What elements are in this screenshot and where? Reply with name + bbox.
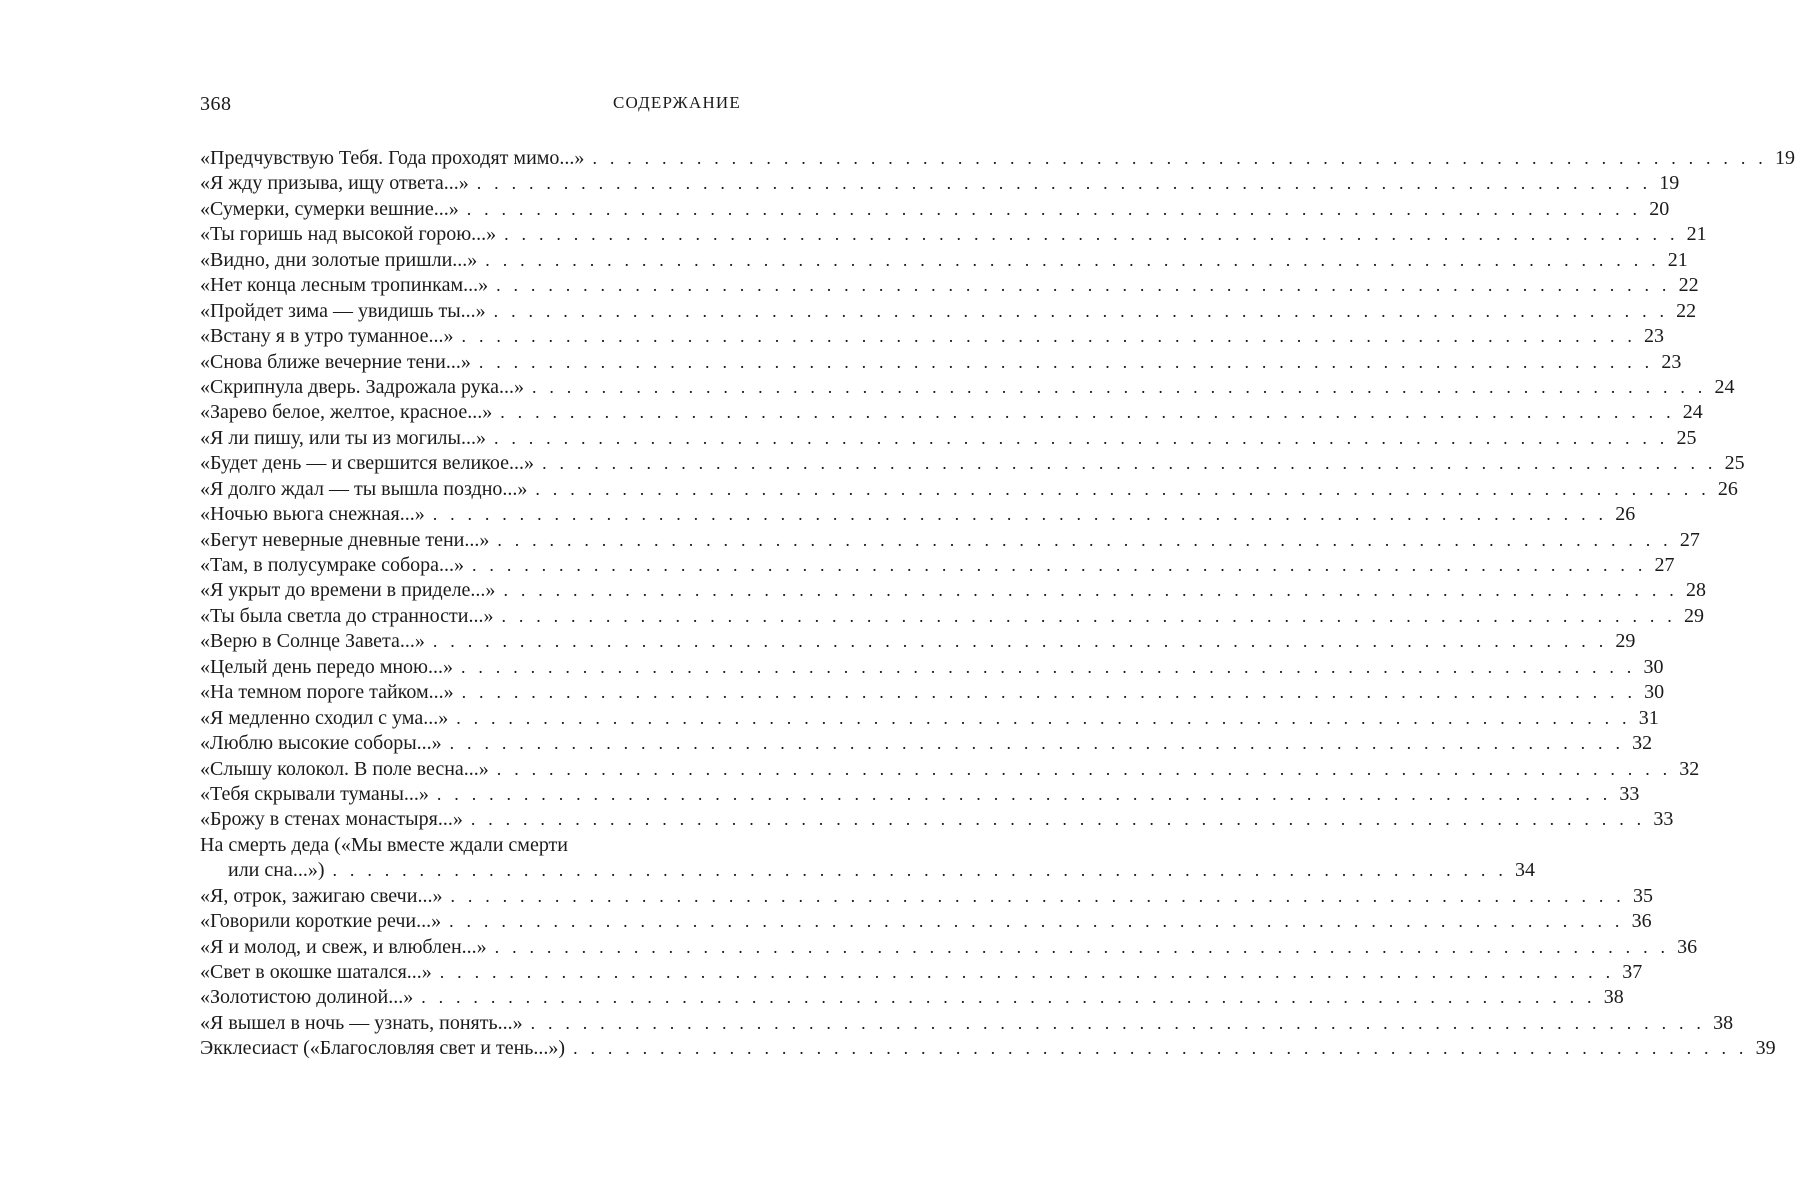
dot-leader: . . . . . . . . . . . . . . . . . . . . . . . . . . . . . . . . . . . . . . . . . . . . . . . . . . . . . . . . . . . . . . . . . . . . bbox=[436, 783, 1612, 804]
toc-entry-title: «Предчувствую Тебя. Года проходят мимо...» bbox=[200, 147, 585, 169]
toc-entry-title: «Там, в полусумраке собора...» bbox=[200, 554, 465, 576]
toc-entry bbox=[200, 731, 1653, 756]
dot-leader: . . . . . . . . . . . . . . . . . . . . . . . . . . . . . . . . . . . . . . . . . . . . . . . . . . . . . . . . . . . . . . . . . . . . bbox=[449, 733, 1625, 754]
toc-entry bbox=[200, 909, 1652, 934]
dot-leader: . . . . . . . . . . . . . . . . . . . . . . . . . . . . . . . . . . . . . . . . . . . . . . . . . . . . . . . . . . . . . . . . . . . . bbox=[450, 885, 1625, 906]
dot-leader: . . . . . . . . . . . . . . . . . . . . . . . . . . . . . . . . . . . . . . . . . . . . . . . . . . . . . . . . . . . . . . . . . . . . bbox=[476, 173, 1652, 194]
dot-leader: . . . . . . . . . . . . . . . . . . . . . . . . . . . . . . . . . . . . . . . . . . . . . . . . . . . . . . . . . . . . . . . . . . . . bbox=[466, 198, 1642, 219]
dot-leader: . . . . . . . . . . . . . . . . . . . . . . . . . . . . . . . . . . . . . . . . . . . . . . . . . . . . . . . . . . . . . . . . . . . . bbox=[470, 809, 1646, 830]
toc-entry-page: 21 bbox=[1667, 248, 1688, 271]
dot-leader: . . . . . . . . . . . . . . . . . . . . . . . . . . . . . . . . . . . . . . . . . . . . . . . . . . . . . . . . . . . . . . . . . . . . bbox=[472, 555, 1647, 575]
toc-entry-page: 31 bbox=[1638, 706, 1659, 729]
toc-entry-page: 33 bbox=[1653, 808, 1674, 831]
toc-entry bbox=[200, 960, 1643, 985]
toc-entry-title: «Я и молод, и свеж, и влюблен...» bbox=[200, 935, 487, 958]
toc-entry bbox=[200, 350, 1682, 375]
toc-entry-page: 29 bbox=[1683, 604, 1704, 627]
toc-entry-title: «Говорили короткие речи...» bbox=[200, 910, 442, 933]
toc-entry-page: 20 bbox=[1649, 197, 1670, 220]
toc-entry bbox=[200, 655, 1664, 680]
dot-leader: . . . . . . . . . . . . . . . . . . . . . . . . . . . . . . . . . . . . . . . . . . . . . . . . . . . . . . . . . . . . . . . . . . . . bbox=[332, 860, 1508, 881]
toc-entry-page: 38 bbox=[1713, 1011, 1734, 1034]
toc-entry-title: «Я жду призыва, ищу ответа...» bbox=[200, 172, 469, 195]
toc-entry bbox=[200, 222, 1707, 247]
toc-entry-page: 34 bbox=[1515, 859, 1536, 882]
toc-entry-page: 30 bbox=[1643, 655, 1664, 678]
dot-leader: . . . . . . . . . . . . . . . . . . . . . . . . . . . . . . . . . . . . . . . . . . . . . . . . . . . . . . . . . . . . . . . . . . . . bbox=[530, 1012, 1706, 1033]
dot-leader: . . . . . . . . . . . . . . . . . . . . . . . . . . . . . . . . . . . . . . . . . . . . . . . . . . . . . . . . . . . . . . . . . . . . bbox=[461, 656, 1636, 677]
toc-entry-title: «Я медленно сходил с ума...» bbox=[200, 706, 449, 729]
toc-entry-title: «Золотистою долиной...» bbox=[200, 986, 414, 1009]
toc-entry-page: 25 bbox=[1676, 426, 1697, 449]
toc-entry-title: «Снова ближе вечерние тени...» bbox=[200, 350, 471, 373]
toc-entry bbox=[200, 248, 1688, 273]
toc-entry-title: «Ты горишь над высокой горою...» bbox=[200, 223, 497, 246]
toc-entry-title: «Нет конца лесным тропинкам...» bbox=[200, 274, 489, 297]
dot-leader: . . . . . . . . . . . . . . . . . . . . . . . . . . . . . . . . . . . . . . . . . . . . . . . . . . . . . . . . . . . . . . . . . . . . bbox=[531, 376, 1707, 397]
dot-leader: . . . . . . . . . . . . . . . . . . . . . . . . . . . . . . . . . . . . . . . . . . . . . . . . . . . . . . . . . . . . . . . . . . . . bbox=[535, 478, 1710, 499]
toc-entry-page: 32 bbox=[1679, 757, 1700, 780]
toc-entry bbox=[200, 706, 1659, 731]
toc-entry-page: 35 bbox=[1632, 884, 1653, 907]
toc-entry-page: 25 bbox=[1724, 452, 1745, 475]
toc-entry-title: «Свет в окошке шатался...» bbox=[200, 961, 432, 984]
toc-entry bbox=[200, 375, 1735, 400]
dot-leader: . . . . . . . . . . . . . . . . . . . . . . . . . . . . . . . . . . . . . . . . . . . . . . . . . . . . . . . . . . . . . . . . . . . . bbox=[496, 275, 1671, 296]
dot-leader: . . . . . . . . . . . . . . . . . . . . . . . . . . . . . . . . . . . . . . . . . . . . . . . . . . . . . . . . . . . . . . . . . . . . bbox=[500, 402, 1675, 423]
toc-entry-page: 21 bbox=[1686, 223, 1707, 246]
toc-entry-page: 36 bbox=[1677, 935, 1698, 958]
toc-entry-title: «Бегут неверные дневные тени...» bbox=[200, 528, 490, 551]
table-of-contents bbox=[200, 146, 1795, 1062]
toc-entry-title-continuation: или сна...») bbox=[228, 859, 325, 882]
toc-entry bbox=[200, 1011, 1734, 1036]
toc-entry-title: «Скрипнула дверь. Задрожала рука...» bbox=[200, 375, 524, 398]
toc-entry-page: 39 bbox=[1755, 1037, 1776, 1060]
dot-leader: . . . . . . . . . . . . . . . . . . . . . . . . . . . . . . . . . . . . . . . . . . . . . . . . . . . . . . . . . . . . . . . . . . . . bbox=[592, 148, 1767, 168]
dot-leader: . . . . . . . . . . . . . . . . . . . . . . . . . . . . . . . . . . . . . . . . . . . . . . . . . . . . . . . . . . . . . . . . . . . . bbox=[485, 249, 1660, 270]
toc-entry-title: «Я долго ждал — ты вышла поздно...» bbox=[200, 477, 528, 500]
toc-entry-page: 27 bbox=[1654, 554, 1675, 576]
toc-entry-title: «Я ли пишу, или ты из могилы...» bbox=[200, 426, 486, 449]
toc-entry bbox=[200, 299, 1697, 324]
toc-entry-page: 24 bbox=[1714, 375, 1735, 398]
toc-entry-title: «Брожу в стенах монастыря...» bbox=[200, 808, 463, 831]
toc-entry bbox=[200, 935, 1698, 960]
toc-entry-title: Экклесиаст («Благословляя свет и тень...») bbox=[200, 1037, 566, 1060]
toc-entry-page: 37 bbox=[1622, 961, 1643, 984]
toc-entry-page: 24 bbox=[1682, 401, 1703, 424]
toc-entry-page: 23 bbox=[1661, 350, 1682, 373]
toc-entry bbox=[200, 1036, 1776, 1061]
toc-entry-page: 32 bbox=[1632, 732, 1653, 755]
toc-entry bbox=[200, 553, 1675, 578]
running-head: СОДЕРЖАНИЕ bbox=[612, 93, 741, 112]
toc-entry bbox=[200, 757, 1700, 782]
toc-entry bbox=[200, 273, 1699, 298]
toc-entry-page: 26 bbox=[1615, 503, 1636, 526]
toc-entry-title: «Сумерки, сумерки вешние...» bbox=[200, 197, 459, 220]
toc-entry-page: 27 bbox=[1679, 528, 1700, 551]
toc-entry-page: 23 bbox=[1644, 325, 1665, 348]
toc-entry bbox=[200, 324, 1665, 349]
toc-entry bbox=[200, 502, 1636, 527]
toc-entry bbox=[200, 400, 1703, 425]
toc-entry-title: «Зарево белое, желтое, красное...» bbox=[200, 401, 493, 424]
dot-leader: . . . . . . . . . . . . . . . . . . . . . . . . . . . . . . . . . . . . . . . . . . . . . . . . . . . . . . . . . . . . . . . . . . . . bbox=[496, 758, 1672, 779]
toc-entry-title: «Я вышел в ночь — узнать, понять...» bbox=[200, 1011, 523, 1034]
dot-leader: . . . . . . . . . . . . . . . . . . . . . . . . . . . . . . . . . . . . . . . . . . . . . . . . . . . . . . . . . . . . . . . . . . . . bbox=[432, 631, 1608, 652]
toc-entry bbox=[200, 884, 1653, 909]
toc-entry-title: «Видно, дни золотые пришли...» bbox=[200, 248, 478, 271]
toc-entry-title: На смерть деда («Мы вместе ждали смерти bbox=[200, 833, 568, 856]
toc-entry bbox=[200, 146, 1795, 171]
toc-entry bbox=[200, 477, 1738, 502]
toc-entry-title: «Я укрыт до времени в приделе...» bbox=[200, 579, 496, 602]
toc-entry-page: 22 bbox=[1676, 299, 1697, 322]
dot-leader: . . . . . . . . . . . . . . . . . . . . . . . . . . . . . . . . . . . . . . . . . . . . . . . . . . . . . . . . . . . . . . . . . . . . bbox=[504, 224, 1679, 245]
dot-leader: . . . . . . . . . . . . . . . . . . . . . . . . . . . . . . . . . . . . . . . . . . . . . . . . . . . . . . . . . . . . . . . . . . . . bbox=[494, 936, 1670, 957]
toc-entry bbox=[200, 782, 1640, 807]
toc-entry bbox=[200, 528, 1700, 553]
toc-entry bbox=[200, 629, 1636, 654]
dot-leader: . . . . . . . . . . . . . . . . . . . . . . . . . . . . . . . . . . . . . . . . . . . . . . . . . . . . . . . . . . . . . . . . . . . . bbox=[497, 529, 1672, 550]
dot-leader: . . . . . . . . . . . . . . . . . . . . . . . . . . . . . . . . . . . . . . . . . . . . . . . . . . . . . . . . . . . . . . . . . . . . bbox=[478, 351, 1654, 372]
dot-leader: . . . . . . . . . . . . . . . . . . . . . . . . . . . . . . . . . . . . . . . . . . . . . . . . . . . . . . . . . . . . . . . . . . . . bbox=[573, 1038, 1748, 1059]
toc-entry-title: «На темном пороге тайком...» bbox=[200, 681, 454, 704]
toc-entry-title: «Я, отрок, зажигаю свечи...» bbox=[200, 884, 443, 907]
toc-entry bbox=[200, 604, 1704, 629]
toc-entry bbox=[200, 985, 1624, 1010]
page-number: 368 bbox=[200, 93, 232, 115]
dot-leader: . . . . . . . . . . . . . . . . . . . . . . . . . . . . . . . . . . . . . . . . . . . . . . . . . . . . . . . . . . . . . . . . . . . . bbox=[461, 326, 1637, 347]
dot-leader: . . . . . . . . . . . . . . . . . . . . . . . . . . . . . . . . . . . . . . . . . . . . . . . . . . . . . . . . . . . . . . . . . . . . bbox=[432, 504, 1608, 525]
dot-leader: . . . . . . . . . . . . . . . . . . . . . . . . . . . . . . . . . . . . . . . . . . . . . . . . . . . . . . . . . . . . . . . . . . . . bbox=[456, 707, 1631, 728]
toc-entry bbox=[200, 680, 1665, 705]
dot-leader: . . . . . . . . . . . . . . . . . . . . . . . . . . . . . . . . . . . . . . . . . . . . . . . . . . . . . . . . . . . . . . . . . . . . bbox=[542, 453, 1717, 474]
toc-entry-title: «Люблю высокие соборы...» bbox=[200, 732, 442, 755]
toc-entry-page: 36 bbox=[1631, 910, 1652, 933]
toc-entry bbox=[200, 197, 1670, 222]
dot-leader: . . . . . . . . . . . . . . . . . . . . . . . . . . . . . . . . . . . . . . . . . . . . . . . . . . . . . . . . . . . . . . . . . . . . bbox=[439, 962, 1615, 983]
toc-entry-page: 33 bbox=[1619, 782, 1640, 805]
toc-entry-title: «Слышу колокол. В поле весна...» bbox=[200, 757, 489, 780]
toc-entry-page: 26 bbox=[1717, 477, 1738, 500]
toc-entry bbox=[200, 171, 1680, 196]
toc-entry bbox=[200, 426, 1697, 451]
toc-entry-title: «Тебя скрывали туманы...» bbox=[200, 782, 429, 805]
toc-entry-page: 19 bbox=[1774, 147, 1795, 169]
toc-entry-title: «Верю в Солнце Завета...» bbox=[200, 630, 425, 653]
toc-entry bbox=[200, 451, 1745, 476]
toc-entry-title: «Будет день — и свершится великое...» bbox=[200, 452, 535, 475]
toc-entry-page: 30 bbox=[1644, 681, 1665, 704]
toc-entry-title: «Встану я в утро туманное...» bbox=[200, 325, 454, 348]
toc-entry-title: «Ночью вьюга снежная...» bbox=[200, 503, 425, 526]
toc-entry-title: «Целый день передо мною...» bbox=[200, 655, 453, 678]
toc-entry-page: 22 bbox=[1678, 274, 1699, 297]
dot-leader: . . . . . . . . . . . . . . . . . . . . . . . . . . . . . . . . . . . . . . . . . . . . . . . . . . . . . . . . . . . . . . . . . . . . bbox=[493, 427, 1669, 448]
toc-entry-page: 19 bbox=[1659, 172, 1680, 195]
dot-leader: . . . . . . . . . . . . . . . . . . . . . . . . . . . . . . . . . . . . . . . . . . . . . . . . . . . . . . . . . . . . . . . . . . . . bbox=[503, 580, 1678, 601]
toc-entry-page: 28 bbox=[1685, 579, 1706, 602]
toc-entry bbox=[200, 807, 1674, 832]
toc-entry bbox=[200, 578, 1706, 603]
toc-entry-page: 38 bbox=[1603, 986, 1624, 1009]
toc-entry-title: «Ты была светла до странности...» bbox=[200, 604, 494, 627]
dot-leader: . . . . . . . . . . . . . . . . . . . . . . . . . . . . . . . . . . . . . . . . . . . . . . . . . . . . . . . . . . . . . . . . . . . . bbox=[461, 682, 1637, 703]
toc-entry-page: 29 bbox=[1615, 630, 1636, 653]
dot-leader: . . . . . . . . . . . . . . . . . . . . . . . . . . . . . . . . . . . . . . . . . . . . . . . . . . . . . . . . . . . . . . . . . . . . bbox=[421, 987, 1596, 1008]
toc-entry-title: «Пройдет зима — увидишь ты...» bbox=[200, 299, 486, 322]
dot-leader: . . . . . . . . . . . . . . . . . . . . . . . . . . . . . . . . . . . . . . . . . . . . . . . . . . . . . . . . . . . . . . . . . . . . bbox=[449, 911, 1624, 932]
dot-leader: . . . . . . . . . . . . . . . . . . . . . . . . . . . . . . . . . . . . . . . . . . . . . . . . . . . . . . . . . . . . . . . . . . . . bbox=[501, 605, 1676, 626]
toc-entry bbox=[200, 833, 1536, 884]
dot-leader: . . . . . . . . . . . . . . . . . . . . . . . . . . . . . . . . . . . . . . . . . . . . . . . . . . . . . . . . . . . . . . . . . . . . bbox=[493, 300, 1669, 321]
